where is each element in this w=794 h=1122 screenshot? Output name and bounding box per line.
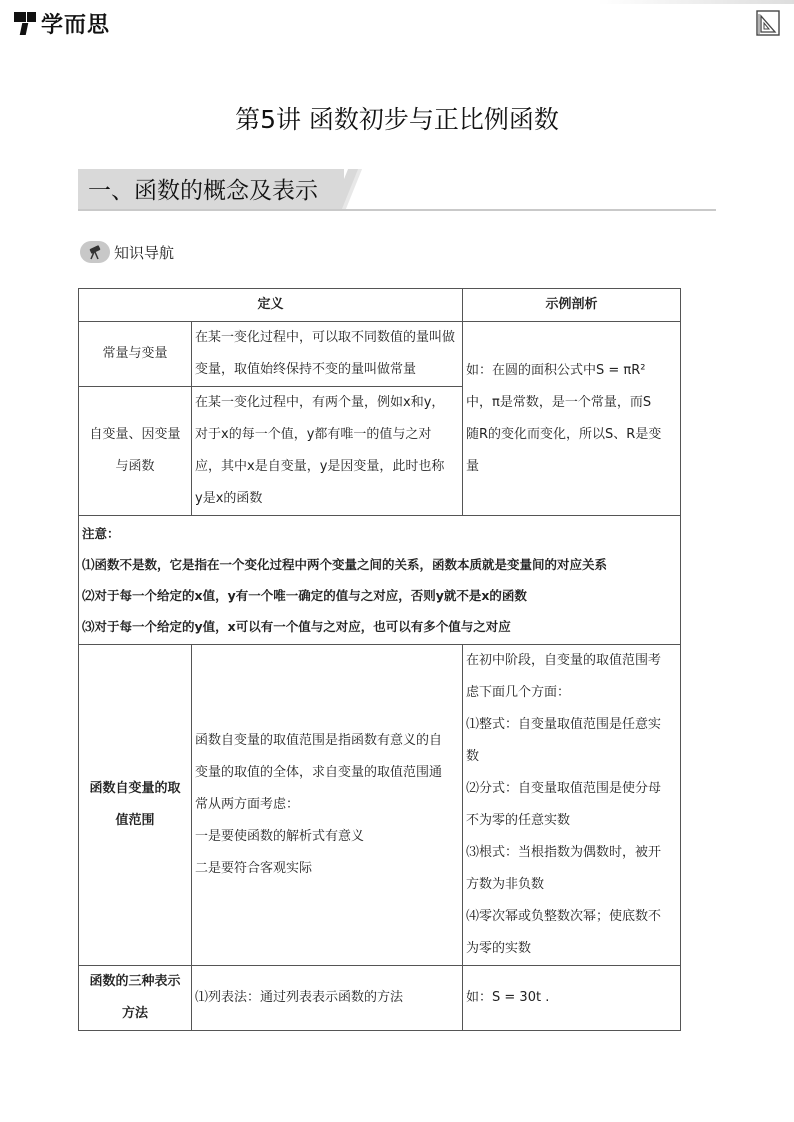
table-row (79, 966, 681, 1031)
example-line: 不为零的任意实数 (466, 813, 571, 828)
term-line: 函数的三种表示 (89, 974, 181, 989)
term-line: 方法 (121, 1006, 148, 1021)
example-line: 为零的实数 (466, 941, 532, 956)
header-example: 示例剖析 (463, 289, 681, 322)
table-row (79, 322, 681, 387)
term-function (79, 387, 192, 516)
ruler-triangle-icon (756, 10, 780, 36)
definition-line: y是x的函数 (195, 491, 263, 506)
example-line: 方数为非负数 (466, 877, 545, 892)
header-gradient-bar (598, 0, 794, 4)
table-row (79, 645, 681, 966)
section-header (78, 169, 716, 211)
example-line: 随R的变化而变化，所以S、R是变 (466, 426, 662, 442)
definition-domain (192, 645, 463, 966)
definition-constant-variable: 在某一变化过程中，可以取不同数值的量叫做变量，取值始终保持不变的量叫做常量 (192, 322, 463, 387)
definition-line: 一是要使函数的解析式有意义 (195, 829, 365, 844)
table-row-note (79, 516, 681, 645)
concept-table (78, 288, 681, 1031)
brand-name: 学而思 (41, 12, 111, 38)
definition-line: 在某一变化过程中，有两个量，例如x和y， (195, 395, 445, 410)
example-circle-area (463, 322, 681, 516)
example-line: ⑷零次幂或负整数次幂；使底数不 (466, 909, 662, 924)
note-item: ⑴函数不是数，它是指在一个变化过程中两个变量之间的关系，函数本质就是变量间的对应关系 (82, 557, 608, 572)
section-title: 一、函数的概念及表示 (88, 178, 318, 204)
page-title: 第5讲 函数初步与正比例函数 (235, 105, 559, 134)
term-line: 自变量、因变量 (89, 427, 181, 442)
note-cell (79, 516, 681, 645)
term-constant-variable: 常量与变量 (79, 322, 192, 387)
definition-function (192, 387, 463, 516)
definition-representation: ⑴列表法：通过列表表示函数的方法 (192, 966, 463, 1031)
example-domain (463, 645, 681, 966)
example-line: ⑴整式：自变量取值范围是任意实 (466, 717, 662, 732)
knowledge-nav-label: 知识导航 (114, 243, 175, 262)
definition-line: 应，其中x是自变量，y是因变量，此时也称 (195, 459, 445, 474)
telescope-icon (80, 241, 110, 263)
note-title: 注意： (82, 526, 120, 541)
term-line: 值范围 (115, 813, 155, 828)
term-line: 与函数 (115, 459, 155, 474)
knowledge-nav (80, 240, 174, 264)
note-item: ⑵对于每一个给定的x值，y有一个唯一确定的值与之对应，否则y就不是x的函数 (82, 588, 527, 603)
example-line: 虑下面几个方面： (466, 685, 571, 700)
header-definition: 定义 (79, 289, 463, 322)
definition-line: 常从两方面考虑： (195, 797, 300, 812)
example-line: 中，π是常数，是一个常量，而S (466, 394, 652, 410)
example-line: 如：在圆的面积公式中S = πR² (466, 362, 646, 378)
definition-line: 二是要符合客观实际 (195, 861, 313, 876)
example-line: ⑶根式：当根指数为偶数时，被开 (466, 845, 662, 860)
note-item: ⑶对于每一个给定的y值，x可以有一个值与之对应，也可以有多个值与之对应 (82, 619, 511, 634)
definition-line: 对于x的每一个值，y都有唯一的值与之对 (195, 427, 432, 442)
example-line: 量 (466, 458, 480, 474)
term-line: 函数自变量的取 (89, 781, 181, 796)
example-line: ⑵分式：自变量取值范围是使分母 (466, 781, 662, 796)
example-line: 在初中阶段，自变量的取值范围考 (466, 653, 662, 668)
term-domain (79, 645, 192, 966)
definition-line: 函数自变量的取值范围是指函数有意义的自 (195, 733, 443, 748)
brand-mark-icon (14, 10, 38, 36)
example-representation: 如：S = 30t . (463, 966, 681, 1031)
example-line: 数 (466, 749, 480, 764)
table-header-row (79, 289, 681, 322)
brand-logo (14, 8, 110, 38)
definition-line: 变量的取值的全体，求自变量的取值范围通 (195, 765, 443, 780)
term-representation (79, 966, 192, 1031)
